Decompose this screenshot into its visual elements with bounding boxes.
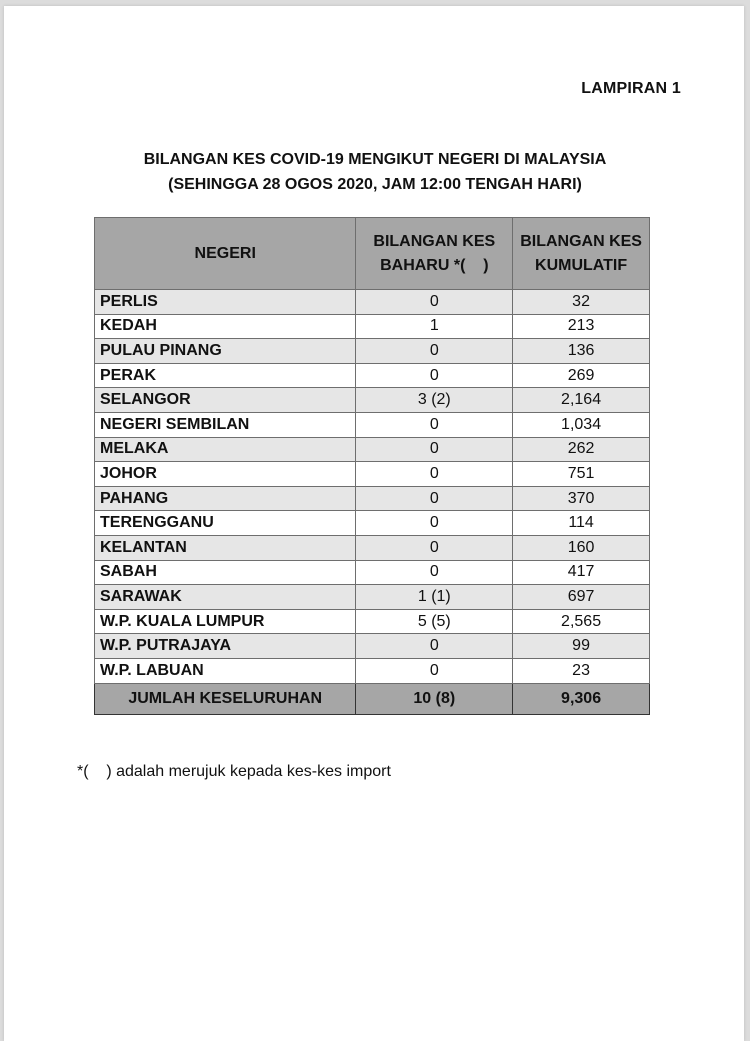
cumulative-cell: 114 bbox=[513, 511, 650, 536]
table-row bbox=[95, 535, 650, 560]
new-cases-cell: 0 bbox=[356, 658, 513, 683]
cumulative-cell: 2,164 bbox=[513, 388, 650, 413]
cumulative-cell: 136 bbox=[513, 339, 650, 364]
table-row bbox=[95, 437, 650, 462]
table-row bbox=[95, 363, 650, 388]
cumulative-cell: 370 bbox=[513, 486, 650, 511]
title-line-2: (SEHINGGA 28 OGOS 2020, JAM 12:00 TENGAH HARI) bbox=[168, 176, 582, 193]
new-cases-cell: 0 bbox=[356, 339, 513, 364]
covid-cases-table bbox=[94, 217, 650, 715]
cumulative-cell: 160 bbox=[513, 535, 650, 560]
table-row bbox=[95, 560, 650, 585]
state-cell: KELANTAN bbox=[95, 535, 356, 560]
state-cell: W.P. PUTRAJAYA bbox=[95, 634, 356, 659]
state-cell: SELANGOR bbox=[95, 388, 356, 413]
total-new-cases: 10 (8) bbox=[356, 683, 513, 714]
state-cell: NEGERI SEMBILAN bbox=[95, 412, 356, 437]
new-cases-cell: 0 bbox=[356, 290, 513, 315]
cumulative-cell: 2,565 bbox=[513, 609, 650, 634]
footnote: *( ) adalah merujuk kepada kes-kes import bbox=[77, 763, 391, 780]
table-row bbox=[95, 388, 650, 413]
new-cases-cell: 1 (1) bbox=[356, 585, 513, 610]
state-cell: PERLIS bbox=[95, 290, 356, 315]
state-cell: TERENGGANU bbox=[95, 511, 356, 536]
cumulative-cell: 697 bbox=[513, 585, 650, 610]
cumulative-cell: 99 bbox=[513, 634, 650, 659]
new-cases-cell: 0 bbox=[356, 412, 513, 437]
state-cell: PERAK bbox=[95, 363, 356, 388]
new-cases-cell: 0 bbox=[356, 462, 513, 487]
state-cell: KEDAH bbox=[95, 314, 356, 339]
table-body bbox=[95, 290, 650, 715]
new-cases-cell: 3 (2) bbox=[356, 388, 513, 413]
table-row bbox=[95, 314, 650, 339]
header-new-cases: BILANGAN KES BAHARU *( ) bbox=[356, 218, 513, 290]
new-cases-cell: 0 bbox=[356, 363, 513, 388]
new-cases-cell: 5 (5) bbox=[356, 609, 513, 634]
new-cases-cell: 0 bbox=[356, 486, 513, 511]
header-cumulative: BILANGAN KES KUMULATIF bbox=[513, 218, 650, 290]
table-row bbox=[95, 511, 650, 536]
document-title bbox=[0, 147, 750, 197]
table-row bbox=[95, 412, 650, 437]
state-cell: SARAWAK bbox=[95, 585, 356, 610]
cumulative-cell: 751 bbox=[513, 462, 650, 487]
total-row bbox=[95, 683, 650, 714]
new-cases-cell: 0 bbox=[356, 560, 513, 585]
state-cell: W.P. LABUAN bbox=[95, 658, 356, 683]
state-cell: JOHOR bbox=[95, 462, 356, 487]
table-row bbox=[95, 486, 650, 511]
table-row bbox=[95, 634, 650, 659]
state-cell: MELAKA bbox=[95, 437, 356, 462]
total-cumulative: 9,306 bbox=[513, 683, 650, 714]
table-row bbox=[95, 585, 650, 610]
cumulative-cell: 213 bbox=[513, 314, 650, 339]
cumulative-cell: 23 bbox=[513, 658, 650, 683]
state-cell: PULAU PINANG bbox=[95, 339, 356, 364]
cumulative-cell: 262 bbox=[513, 437, 650, 462]
state-cell: W.P. KUALA LUMPUR bbox=[95, 609, 356, 634]
table-row bbox=[95, 462, 650, 487]
new-cases-cell: 0 bbox=[356, 634, 513, 659]
table-header-row bbox=[95, 218, 650, 290]
table-row bbox=[95, 609, 650, 634]
header-state: NEGERI bbox=[95, 218, 356, 290]
new-cases-cell: 0 bbox=[356, 437, 513, 462]
cumulative-cell: 417 bbox=[513, 560, 650, 585]
new-cases-cell: 1 bbox=[356, 314, 513, 339]
new-cases-cell: 0 bbox=[356, 511, 513, 536]
new-cases-cell: 0 bbox=[356, 535, 513, 560]
title-line-1: BILANGAN KES COVID-19 MENGIKUT NEGERI DI MALAYSIA bbox=[143, 151, 607, 168]
cumulative-cell: 1,034 bbox=[513, 412, 650, 437]
table-row bbox=[95, 339, 650, 364]
state-cell: PAHANG bbox=[95, 486, 356, 511]
state-cell: SABAH bbox=[95, 560, 356, 585]
cumulative-cell: 269 bbox=[513, 363, 650, 388]
cumulative-cell: 32 bbox=[513, 290, 650, 315]
total-label: JUMLAH KESELURUHAN bbox=[95, 683, 356, 714]
table-row bbox=[95, 658, 650, 683]
table-row bbox=[95, 290, 650, 315]
annex-label: LAMPIRAN 1 bbox=[581, 80, 681, 97]
